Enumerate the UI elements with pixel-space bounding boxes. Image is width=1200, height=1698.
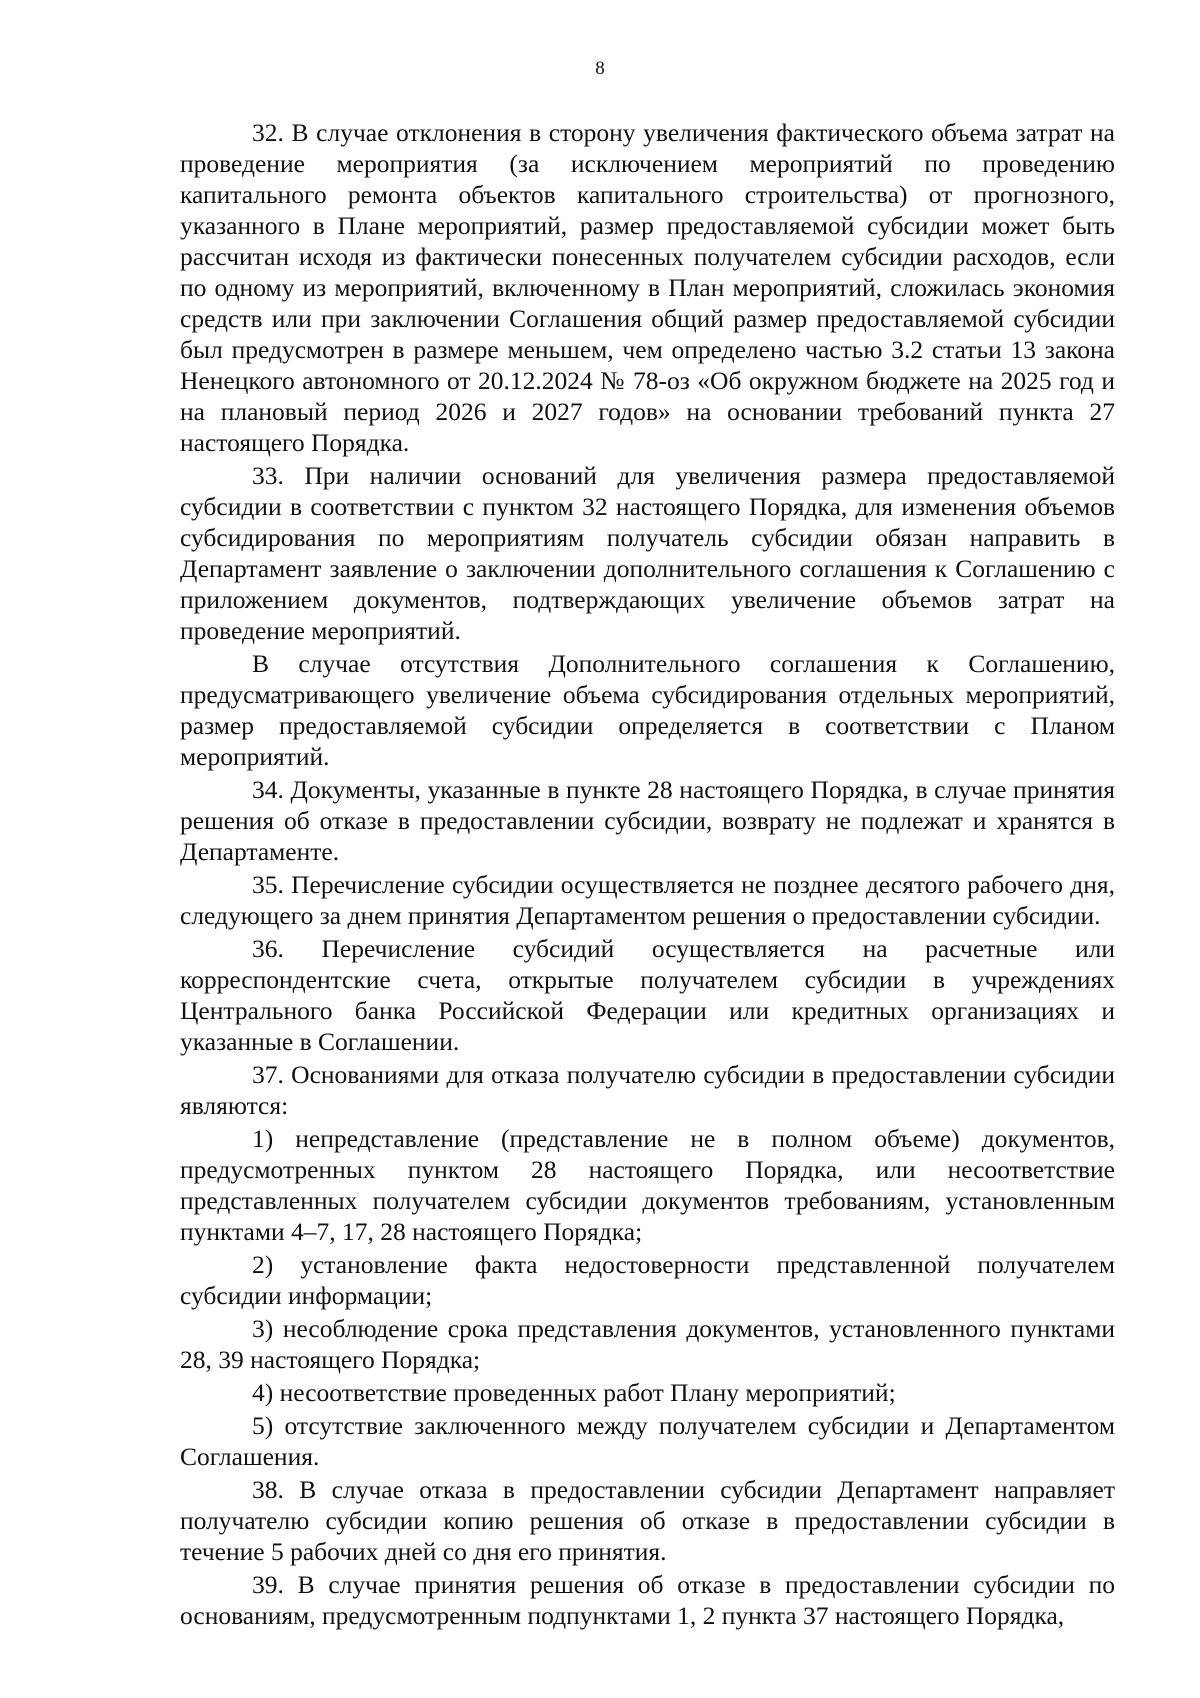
paragraph-37: 37. Основаниями для отказа получателю субсидии в предоставлении субсидии являются: — [180, 1060, 1115, 1120]
paragraph-33-continuation: В случае отсутствия Дополнительного соглашения к Соглашению, предусматривающего увеличение объема субсидирования отдельных мероприятий, размер предоставляемой субсидии определяется в соответствии с Планом мероприятий. — [180, 649, 1115, 771]
paragraph-39: 39. В случае принятия решения об отказе в предоставлении субсидии по основаниям, предусмотренным подпунктами 1, 2 пункта 37 настоящего Порядка, — [180, 1570, 1115, 1630]
list-item-37-1: 1) непредставление (представление не в полном объеме) документов, предусмотренных пунктом 28 настоящего Порядка, или несоответствие представленных получателем субсидии документов требованиям, установленным пунктами 4–7, 17, 28 настоящего Порядка; — [180, 1124, 1115, 1246]
list-item-37-2: 2) установление факта недостоверности представленной получателем субсидии информации; — [180, 1250, 1115, 1310]
list-item-37-5: 5) отсутствие заключенного между получателем субсидии и Департаментом Соглашения. — [180, 1411, 1115, 1471]
paragraph-34: 34. Документы, указанные в пункте 28 настоящего Порядка, в случае принятия решения об отказе в предоставлении субсидии, возврату не подлежат и хранятся в Департаменте. — [180, 775, 1115, 866]
list-item-37-4: 4) несоответствие проведенных работ Плану мероприятий; — [252, 1378, 896, 1407]
paragraph-38: 38. В случае отказа в предоставлении субсидии Департамент направляет получателю субсидии копию решения об отказе в предоставлении субсидии в течение 5 рабочих дней со дня его принятия. — [180, 1475, 1115, 1566]
document-body — [180, 117, 1115, 1631]
paragraph-36: 36. Перечисление субсидий осуществляется на расчетные или корреспондентские счета, открытые получателем субсидии в учреждениях Центрального банка Российской Федерации или кредитных организациях и указанные в Соглашении. — [180, 934, 1115, 1056]
paragraph-35: 35. Перечисление субсидии осуществляется не позднее десятого рабочего дня, следующего за днем принятия Департаментом решения о предоставлении субсидии. — [180, 870, 1115, 930]
page-number: 8 — [595, 58, 605, 79]
paragraph-32: 32. В случае отклонения в сторону увеличения фактического объема затрат на проведение мероприятия (за исключением мероприятий по проведению капитального ремонта объектов капитального строительства) от прогнозного, указанного в Плане мероприятий, размер предоставляемой субсидии может быть рассчитан исходя из фактически понесенных получателем субсидии расходов, если по одному из мероприятий, включенному в План мероприятий, сложилась экономия средств или при заключении Соглашения общий размер предоставляемой субсидии был предусмотрен в размере меньшем, чем определено частью 3.2 статьи 13 закона Ненецкого автономного от 20.12.2024 № 78-оз «Об окружном бюджете на 2025 год и на плановый период 2026 и 2027 годов» на основании требований пункта 27 настоящего Порядка. — [180, 118, 1115, 457]
list-item-37-3: 3) несоблюдение срока представления документов, установленного пунктами 28, 39 настоящего Порядка; — [180, 1314, 1115, 1374]
paragraph-33: 33. При наличии оснований для увеличения размера предоставляемой субсидии в соответствии с пунктом 32 настоящего Порядка, для изменения объемов субсидирования по мероприятиям получатель субсидии обязан направить в Департамент заявление о заключении дополнительного соглашения к Соглашению с приложением документов, подтверждающих увеличение объемов затрат на проведение мероприятий. — [180, 461, 1115, 645]
